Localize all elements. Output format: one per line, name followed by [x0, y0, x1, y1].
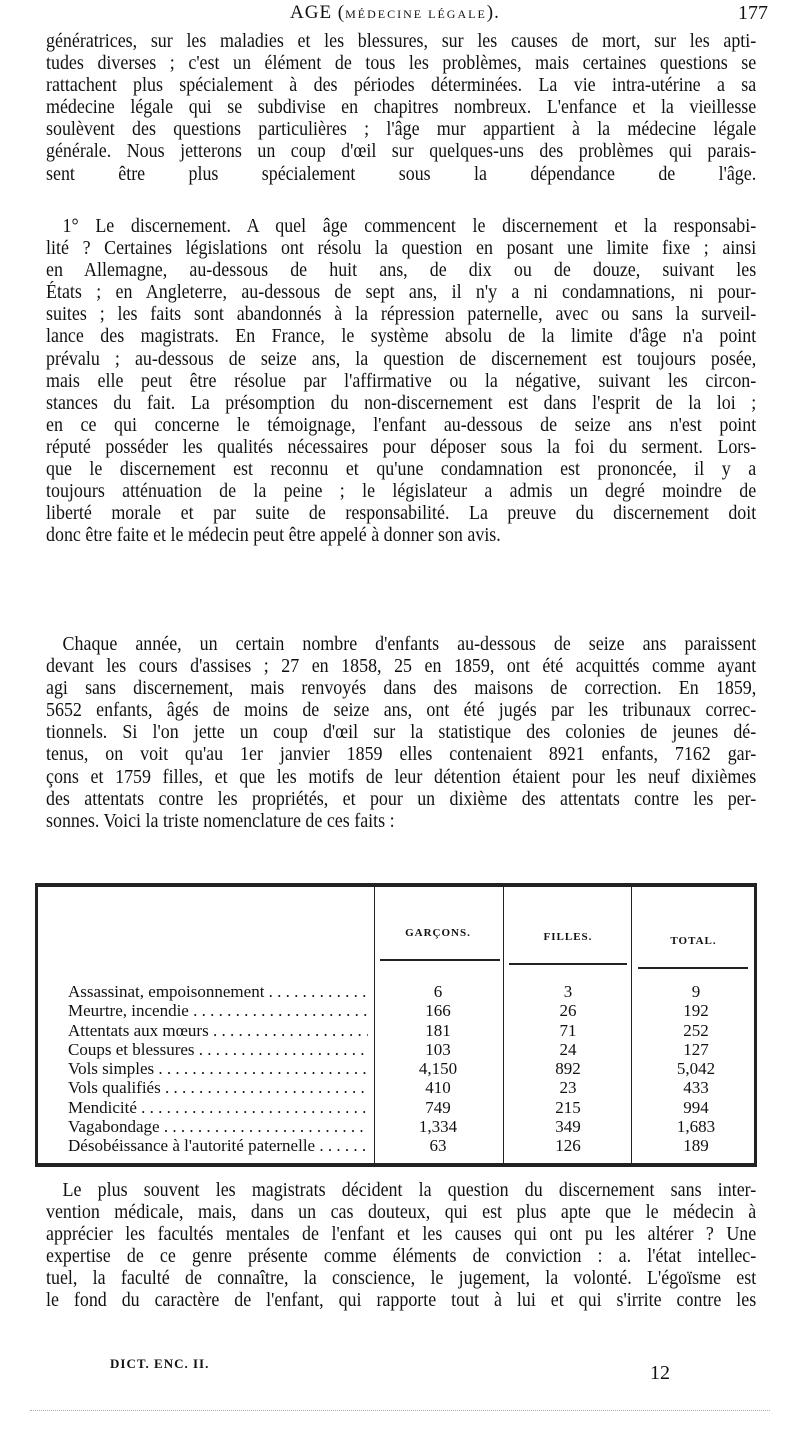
text-line: sent être plus spécialement sous la dépendance de l'âge. [46, 163, 757, 185]
table-body [38, 982, 754, 1156]
text-line: générale. Nous jetterons un coup d'œil sur quelques-uns des problèmes qui parais- [46, 141, 757, 163]
cell-total: 9 [691, 982, 701, 1001]
header-garcons: GARÇONS. [405, 927, 471, 939]
table-row [38, 1078, 754, 1097]
cell-label: Meurtre, incendie . . . [68, 1001, 368, 1020]
text-line: soulèvent des questions particulières ; l'âge mur appartient à la médecine légale [46, 119, 757, 141]
text-line: Le plus souvent les magistrats décident la question du discernement sans inter- [62, 1180, 757, 1201]
table-row [38, 1059, 754, 1078]
cell-garcons: 749 [425, 1097, 451, 1117]
cell-total: 1,683 [676, 1117, 716, 1137]
paragraph-statistics [46, 634, 764, 833]
cell-garcons: 1,334 [418, 1117, 458, 1137]
cell-filles: 126 [555, 1136, 581, 1156]
text-line: liberté morale et par suite de responsabilité. La preuve du discernement doit [46, 503, 757, 525]
text-line: mais elle peut être résolue par l'affirmative ou la négative, suivant les circon- [46, 370, 757, 392]
text-line [46, 186, 756, 208]
text-line: toujours atténuation de la peine ; le législateur a admis un degré moindre de [46, 481, 757, 503]
cell-filles: 892 [555, 1059, 581, 1079]
signature-mark: DICT. ENC. II. [110, 1356, 210, 1371]
title-small-caps: MÉDECINE LÉGALE [345, 7, 487, 21]
text-line: 5652 enfants, âgés de moins de seize ans, ont été jugés par les tribunaux correc- [46, 700, 757, 722]
cell-total: 433 [683, 1078, 709, 1098]
table-row [38, 982, 754, 1001]
text-line: lance des magistrats. En France, le système absolu de la limite d'âge n'a point [46, 326, 757, 348]
cell-garcons: 410 [425, 1078, 451, 1098]
cell-total: 5,042 [676, 1059, 716, 1079]
text-line: devant les cours d'assises ; 27 en 1858, 25 en 1859, ont été acquittés comme ayant [46, 656, 757, 678]
cell-total: 252 [683, 1020, 709, 1040]
cell-label: Assassinat, empoisonnement . . . [68, 982, 368, 1001]
paragraph-1 [46, 31, 764, 208]
running-header [0, 0, 800, 28]
title-end: ). [486, 2, 500, 23]
cell-label: Vols simples . . . [68, 1059, 368, 1078]
cell-garcons: 166 [425, 1001, 451, 1021]
text-line: réputé posséder les qualités nécessaires pour déposer sous la foi du serment. Lors- [46, 436, 757, 458]
cell-total: 192 [683, 1001, 709, 1021]
text-line: stances du fait. La présomption du non-discernement est dans l'esprit de la loi ; [46, 392, 757, 414]
cell-garcons: 6 [433, 982, 443, 1001]
cell-garcons: 103 [425, 1039, 451, 1059]
text-line: rattachent plus spécialement à des périodes déterminées. La vie intra-utérine a sa [46, 75, 757, 97]
cell-label: Coups et blessures . . . [68, 1040, 368, 1059]
table-row [38, 1021, 754, 1040]
cell-label: Vagabondage . . . [68, 1117, 368, 1136]
text-line: le fond du caractère de l'enfant, qui rapporte tout à lui et qui s'irrite contre les [46, 1290, 757, 1312]
header-filles: FILLES. [543, 931, 593, 943]
cell-total: 127 [683, 1039, 709, 1059]
cell-label: Désobéissance à l'autorité paternelle . . . [68, 1136, 368, 1155]
text-line: prévalu ; au-dessous de seize ans, la question de discernement est toujours posée, [46, 348, 757, 370]
table-row [38, 1136, 754, 1155]
scan-edge [30, 1410, 770, 1411]
text-line: suites ; les faits sont abandonnés à la répression paternelle, avec ou sans la surveil- [46, 304, 757, 326]
text-line: expertise de ce genre présente comme éléments de conviction : a. l'état intellec- [46, 1246, 757, 1268]
header-total: TOTAL. [670, 935, 717, 947]
cell-filles: 349 [555, 1117, 581, 1137]
cell-garcons: 63 [429, 1136, 447, 1156]
text-line: tuel, la faculté de connaître, la conscience, le jugement, la volonté. L'égoïsme est [46, 1268, 757, 1290]
text-line: tudes diverses ; c'est un élément de tous les problèmes, mais certaines questions se [46, 53, 757, 75]
text-line: des attentats contre les propriétés, et pour un dixième des attentats contre les per- [46, 788, 757, 810]
table-row [38, 1098, 754, 1117]
cell-total: 994 [683, 1097, 709, 1117]
text-line: sonnes. Voici la triste nomenclature de ces faits : [46, 810, 395, 832]
offense-table [35, 883, 757, 1167]
text-line: Chaque année, un certain nombre d'enfants au-dessous de seize ans paraissent [62, 634, 757, 655]
running-title [290, 2, 500, 25]
text-line: agi sans discernement, mais renvoyés dans des maisons de correction. En 1859, [46, 678, 757, 700]
text-line: vention médicale, mais, dans un cas douteux, qui est plus apte que le médecin à [46, 1202, 757, 1224]
text-line: apprécier les facultés mentales de l'enfant et les causes qui ont pu les altérer ? Une [46, 1224, 757, 1246]
cell-label: Vols qualifiés . . . [68, 1078, 368, 1097]
cell-label: Mendicité . . . [68, 1098, 368, 1117]
cell-filles: 3 [563, 982, 573, 1001]
cell-garcons: 181 [425, 1020, 451, 1040]
cell-total: 189 [683, 1136, 709, 1156]
page-number: 177 [738, 2, 768, 24]
text-line: génératrices, sur les maladies et les blessures, sur les causes de mort, sur les apti- [46, 31, 757, 52]
text-line: çons et 1759 filles, et que les motifs de leur détention étaient pour les neuf dixièmes [46, 766, 757, 788]
table-row [38, 1040, 754, 1059]
table-row [38, 1117, 754, 1136]
cell-filles: 215 [555, 1097, 581, 1117]
paragraph-expertise [46, 1180, 764, 1313]
cell-garcons: 4,150 [418, 1059, 458, 1079]
text-line: que le discernement est reconnu et qu'une condamnation est prononcée, il y a [46, 459, 757, 481]
cell-filles: 23 [559, 1078, 577, 1098]
cell-filles: 26 [559, 1001, 577, 1021]
text-line: lité ? Certaines législations ont résolu la question en posant une limite fixe ; ainsi [46, 238, 757, 260]
cell-filles: 24 [559, 1039, 577, 1059]
text-line: en ce qui concerne le témoignage, l'enfant au-dessous de seize ans n'est point [46, 414, 757, 436]
text-line: médecine légale qui se subdivise en chapitres nombreux. L'enfance et la vieillesse [46, 97, 757, 119]
cell-label: Attentats aux mœurs . . . [68, 1021, 368, 1040]
paragraph-discernement [46, 216, 764, 547]
text-line: tionnels. Si l'on jette un coup d'œil sur la statistique des colonies de jeunes dé- [46, 722, 757, 744]
table-row [38, 1001, 754, 1020]
text-line: États ; en Angleterre, au-dessous de sept ans, il n'y a ni condamnations, ni pour- [46, 282, 757, 304]
text-line: tenus, on voit qu'au 1er janvier 1859 elles contenaient 8921 enfants, 7162 gar- [46, 744, 757, 766]
sheet-number: 12 [650, 1362, 670, 1384]
text-line: 1° Le discernement. A quel âge commencent le discernement et la responsabi- [62, 216, 757, 237]
text-line: en Allemagne, au-dessous de huit ans, de dix ou de douze, suivant les [46, 260, 757, 282]
text-line: donc être faite et le médecin peut être appelé à donner son avis. [46, 525, 501, 547]
cell-filles: 71 [559, 1020, 577, 1040]
title-main: AGE ( [290, 2, 346, 23]
